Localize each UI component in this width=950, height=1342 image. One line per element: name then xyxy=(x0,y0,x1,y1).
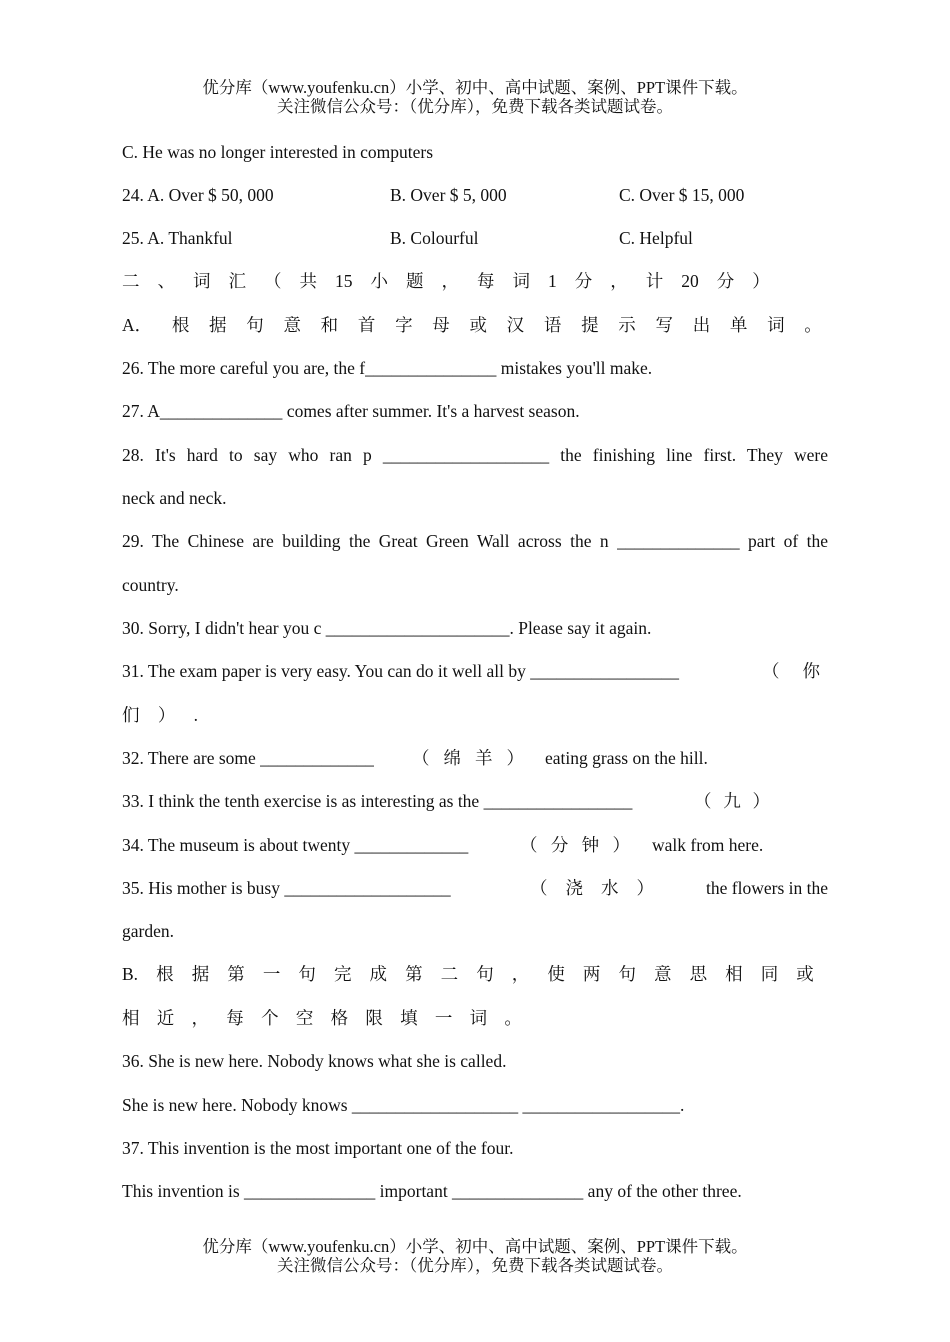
question-26: 26. The more careful you are, the f_______________ mistakes you'll make. xyxy=(122,358,653,378)
question-35-text: 35. His mother is busy ___________________ xyxy=(122,878,451,898)
question-31-text: 31. The exam paper is very easy. You can do it well all by _________________ xyxy=(122,661,679,681)
spaced-char: 词 xyxy=(767,315,785,335)
question-34-end: walk from here. xyxy=(652,835,764,855)
spaced-char: 第 xyxy=(227,964,245,984)
q24-option-a: 24. A. Over $ 50, 000 xyxy=(122,185,274,205)
spaced-char: 格 xyxy=(330,1008,349,1028)
spaced-char: B. xyxy=(122,964,139,984)
header-line-2: 关注微信公众号：（优分库），免费下载各类试题试卷。 xyxy=(277,97,673,116)
question-35-hint xyxy=(530,877,654,899)
spaced-char: 使 xyxy=(547,964,565,984)
spaced-char: 词 xyxy=(469,1008,488,1028)
spaced-char: 1 xyxy=(548,271,557,291)
spaced-char: 字 xyxy=(395,315,413,335)
footer-line-1: 优分库（www.youfenku.cn）小学、初中、高中试题、案例、PPT课件下载。 xyxy=(202,1237,748,1256)
spaced-char: ， xyxy=(441,271,459,291)
q25-option-a: 25. A. Thankful xyxy=(122,228,233,248)
question-36-line-1: 36. She is new here. Nobody knows what she is called. xyxy=(122,1051,507,1071)
spaced-char: 羊 xyxy=(475,748,493,768)
spaced-char: 完 xyxy=(333,964,352,984)
spaced-char: 相 xyxy=(122,1008,140,1028)
question-30: 30. Sorry, I didn't hear you c _____________________. Please say it again. xyxy=(122,618,652,638)
spaced-char: 句 xyxy=(298,964,316,984)
spaced-char: 共 xyxy=(299,271,317,291)
spaced-char: . xyxy=(193,705,198,725)
spaced-char: 。 xyxy=(804,315,822,335)
spaced-char: 浇 xyxy=(565,878,583,898)
question-28-line-1: 28. It's hard to say who ran p ___________________ the finishing line first. They were xyxy=(122,445,828,465)
spaced-char: ） xyxy=(752,271,770,291)
page-footer xyxy=(0,1237,950,1275)
part-b-instruction-line-2 xyxy=(122,1007,522,1029)
question-28-line-2: neck and neck. xyxy=(122,488,227,508)
spaced-char: ） xyxy=(506,748,524,768)
spaced-char: 绵 xyxy=(443,748,461,768)
page-header xyxy=(0,78,950,116)
spaced-char: 据 xyxy=(191,964,210,984)
spaced-char: 近 xyxy=(156,1008,175,1028)
question-33-text: 33. I think the tenth exercise is as interesting as the _________________ xyxy=(122,791,633,811)
spaced-char: 你 xyxy=(802,661,820,681)
spaced-char: 提 xyxy=(581,315,599,335)
question-27: 27. A______________ comes after summer. It's a harvest season. xyxy=(122,401,580,421)
spaced-char: 填 xyxy=(400,1008,418,1028)
spaced-char: 母 xyxy=(432,315,450,335)
spaced-char: 首 xyxy=(357,315,376,335)
spaced-char: 两 xyxy=(582,964,601,984)
spaced-char: 成 xyxy=(369,964,387,984)
spaced-char: 写 xyxy=(655,315,673,335)
spaced-char: 词 xyxy=(512,271,530,291)
question-34-hint xyxy=(520,834,630,856)
spaced-char: 第 xyxy=(405,964,423,984)
spaced-char: 或 xyxy=(469,315,487,335)
spaced-char: 、 xyxy=(157,271,175,291)
spaced-char: （ xyxy=(264,271,282,291)
spaced-char: 或 xyxy=(796,964,814,984)
spaced-char: 思 xyxy=(689,964,708,984)
spaced-char: 句 xyxy=(476,964,494,984)
question-29-line-2: country. xyxy=(122,575,179,595)
spaced-char: 根 xyxy=(171,315,190,335)
spaced-char: 一 xyxy=(262,964,281,984)
spaced-char: （ xyxy=(694,791,712,811)
spaced-char: ） xyxy=(636,878,654,898)
spaced-char: ） xyxy=(157,705,176,725)
spaced-char: 九 xyxy=(723,791,741,811)
part-a-instruction xyxy=(122,314,822,336)
spaced-char: 句 xyxy=(246,315,264,335)
question-37-line-1: 37. This invention is the most important one of the four. xyxy=(122,1138,514,1158)
spaced-char: 意 xyxy=(654,964,672,984)
question-32-end: eating grass on the hill. xyxy=(545,748,708,768)
spaced-char: 句 xyxy=(618,964,636,984)
question-34-text: 34. The museum is about twenty _____________ xyxy=(122,835,469,855)
spaced-char: 词 xyxy=(193,271,211,291)
spaced-char: 分 xyxy=(716,271,735,291)
spaced-char: 单 xyxy=(729,315,748,335)
spaced-char: 二 xyxy=(440,964,459,984)
spaced-char: 计 xyxy=(645,271,664,291)
spaced-char: A． xyxy=(122,315,153,335)
spaced-char: 空 xyxy=(295,1008,314,1028)
question-36-line-2: She is new here. Nobody knows ___________________ __________________. xyxy=(122,1095,685,1115)
question-31-hint-end xyxy=(122,704,198,726)
spaced-char: 相 xyxy=(725,964,743,984)
spaced-char: ， xyxy=(191,1008,210,1028)
spaced-char: （ xyxy=(520,835,538,855)
spaced-char: 小 xyxy=(370,271,388,291)
spaced-char: （ xyxy=(530,878,548,898)
spaced-char: 出 xyxy=(692,315,711,335)
header-line-1: 优分库（www.youfenku.cn）小学、初中、高中试题、案例、PPT课件下载。 xyxy=(202,78,748,97)
footer-line-2: 关注微信公众号：（优分库），免费下载各类试题试卷。 xyxy=(277,1256,673,1275)
spaced-char: 一 xyxy=(434,1008,453,1028)
spaced-char: 和 xyxy=(320,315,339,335)
question-29-line-1: 29. The Chinese are building the Great Green Wall across the n ______________ part of the xyxy=(122,531,828,551)
spaced-char: 题 xyxy=(406,271,424,291)
q25-option-b: B. Colourful xyxy=(390,228,479,248)
question-33-hint xyxy=(694,790,770,812)
question-37-line-2: This invention is _______________ important _______________ any of the other three. xyxy=(122,1181,742,1201)
spaced-char: 水 xyxy=(601,878,619,898)
spaced-char: 二 xyxy=(122,271,140,291)
spaced-char: 限 xyxy=(365,1008,383,1028)
q24-option-c: C. Over $ 15, 000 xyxy=(619,185,745,205)
spaced-char: （ xyxy=(412,748,430,768)
spaced-char: 分 xyxy=(574,271,593,291)
spaced-char: 钟 xyxy=(581,835,600,855)
spaced-char: ） xyxy=(612,835,630,855)
question-35-line-2: garden. xyxy=(122,921,174,941)
question-35-end: the flowers in the xyxy=(706,878,828,898)
spaced-char: ， xyxy=(511,964,530,984)
spaced-char: ， xyxy=(610,271,628,291)
spaced-char: （ xyxy=(762,661,780,681)
spaced-char: 同 xyxy=(760,964,779,984)
q24-option-b: B. Over $ 5, 000 xyxy=(390,185,507,205)
spaced-char: 据 xyxy=(209,315,227,335)
q25-option-c: C. Helpful xyxy=(619,228,693,248)
spaced-char: 。 xyxy=(504,1008,522,1028)
question-32-hint xyxy=(412,747,524,769)
spaced-char: 示 xyxy=(618,315,636,335)
spaced-char: 分 xyxy=(550,835,569,855)
question-31-hint xyxy=(762,660,820,682)
spaced-char: 汉 xyxy=(506,315,525,335)
part-b-instruction-line-1 xyxy=(122,963,814,985)
spaced-char: 们 xyxy=(122,705,140,725)
spaced-char: 每 xyxy=(477,271,495,291)
spaced-char: 20 xyxy=(681,271,699,291)
spaced-char: 每 xyxy=(226,1008,244,1028)
spaced-char: 意 xyxy=(283,315,301,335)
spaced-char: 15 xyxy=(335,271,353,291)
spaced-char: 汇 xyxy=(228,271,246,291)
spaced-char: 语 xyxy=(543,315,562,335)
question-32-text: 32. There are some _____________ xyxy=(122,748,374,768)
q23-option-c: C. He was no longer interested in computers xyxy=(122,142,434,162)
spaced-char: 个 xyxy=(261,1008,279,1028)
spaced-char: ） xyxy=(752,791,770,811)
spaced-char: 根 xyxy=(156,964,174,984)
section-2-title xyxy=(122,270,770,292)
